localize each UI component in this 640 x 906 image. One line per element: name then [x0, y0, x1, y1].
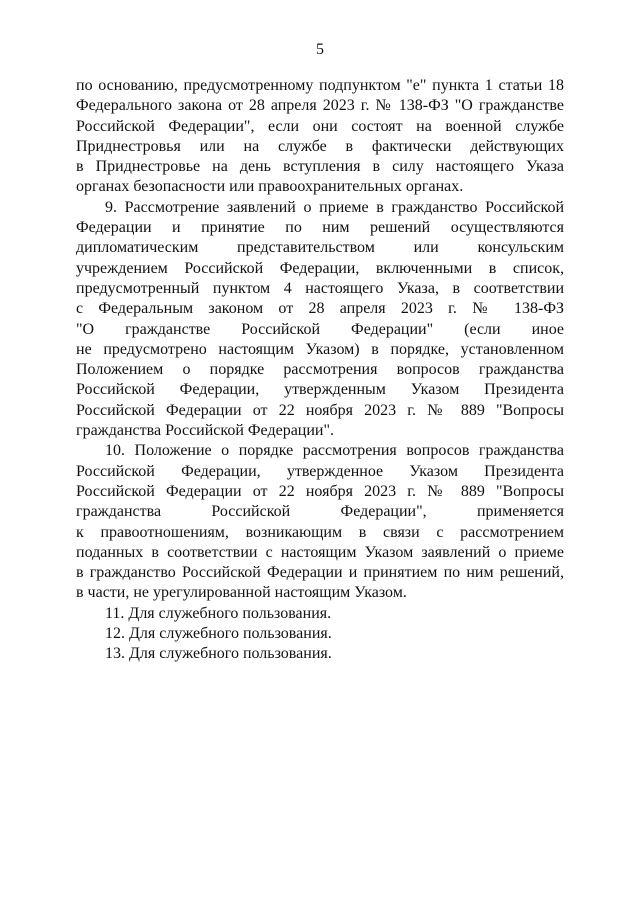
text-line: гражданства Российской Федерации", применяется: [76, 503, 564, 521]
text-line: по основанию, предусмотренному подпунктом "е" пункта 1 статьи 18: [76, 77, 564, 94]
text-line: гражданства Российской Федерации".: [76, 422, 335, 440]
text-line: с Федеральным законом от 28 апреля 2023 г. № 138-ФЗ: [76, 300, 564, 318]
text-line: "О гражданстве Российской Федерации" (если иное: [76, 320, 564, 338]
text-line: Приднестровья или на службе в фактически действующих: [76, 137, 564, 155]
text-line: Федерации и принятие по ним решений осуществляются: [76, 219, 564, 237]
text-line: органах безопасности или правоохранительных органах.: [76, 178, 464, 196]
item-12: 12. Для служебного пользования.: [105, 625, 332, 643]
text-line: в гражданство Российской Федерации и принятием по ним решений,: [76, 564, 564, 582]
paragraph-10-first-line: 10. Положение о порядке рассмотрения вопросов гражданства: [105, 442, 564, 460]
item-13: 13. Для служебного пользования.: [105, 645, 332, 663]
text-line: Российской Федерации, утвержденное Указом Президента: [76, 462, 564, 480]
text-line: Федерального закона от 28 апреля 2023 г. № 138-ФЗ "О гражданстве: [76, 97, 564, 115]
text-line: поданных в соответствии с настоящим Указом заявлений о приеме: [76, 543, 564, 561]
page-number: 5: [316, 41, 324, 58]
text-line: в части, не урегулированной настоящим Указом.: [76, 584, 407, 602]
paragraph-9-first-line: 9. Рассмотрение заявлений о приеме в гражданство Российской: [105, 198, 564, 216]
text-line: Положением о порядке рассмотрения вопросов гражданства: [76, 361, 564, 379]
text-line: Российской Федерации, утвержденным Указом Президента: [76, 381, 564, 399]
text-line: в Приднестровье на день вступления в силу настоящего Указа: [76, 158, 564, 176]
text-line: к правоотношениям, возникающим в связи с рассмотрением: [76, 523, 564, 541]
text-line: Российской Федерации от 22 ноября 2023 г. № 889 "Вопросы: [76, 482, 564, 500]
item-11: 11. Для служебного пользования.: [105, 604, 332, 622]
text-line: дипломатическим представительством или консульским: [76, 239, 564, 257]
text-line: Российской Федерации от 22 ноября 2023 г. № 889 "Вопросы: [76, 401, 564, 419]
text-line: не предусмотрено настоящим Указом) в порядке, установленном: [76, 340, 564, 358]
text-line: предусмотренный пунктом 4 настоящего Указа, в соответствии: [76, 279, 564, 297]
text-line: учреждением Российской Федерации, включенными в список,: [76, 259, 564, 277]
text-line: Российской Федерации", если они состоят на военной службе: [76, 117, 564, 135]
document-body: [76, 76, 564, 665]
